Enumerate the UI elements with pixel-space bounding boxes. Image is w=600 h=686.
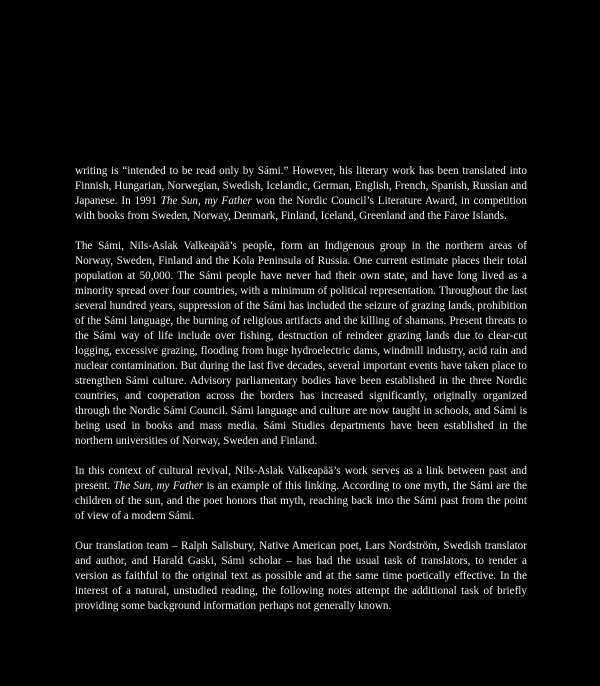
- body-text: [75, 164, 527, 614]
- book-title: The Sun, my Father: [113, 480, 204, 492]
- paragraph-translation-team: [75, 539, 527, 614]
- text-span: writing is “intended to be read only by Sámi.” However, his literary work has been translated into Finnish, Hungarian, Norwegian, Swedish, Icelandic, German, English, French, Spanish, Russian and Japanese. In 1991: [75, 165, 527, 207]
- text-span: Our translation team – Ralph Salisbury, Native American poet, Lars Nordström, Swedish translator and author, and Harald Gaski, Sámi scholar – has had the usual task of translators, to render a version as faithful to the original text as possible and at the same time poetically effective. In the interest of a natural, unstudied reading, the following notes attempt the additional task of briefly providing some background information perhaps not generally known.: [75, 540, 527, 612]
- text-span: won the Nordic Council’s Literature Award, in competition with books from Sweden, Norway, Denmark, Finland, Iceland, Greenland and the Faroe Islands.: [75, 195, 527, 222]
- paragraph-sami-people: [75, 239, 527, 449]
- text-span: In this context of cultural revival, Nils-Aslak Valkeapää’s work serves as a link between past and present.: [75, 465, 527, 492]
- paragraph-cultural-revival: [75, 464, 527, 524]
- book-title: The Sun, my Father: [160, 195, 252, 207]
- text-span: is an example of this linking. According to one myth, the Sámi are the children of the sun, and the poet honors that myth, reaching back into the Sámi past from the point of view of a modern Sámi.: [75, 480, 527, 522]
- paragraph-translations: [75, 164, 527, 224]
- text-span: The Sámi, Nils-Aslak Valkeapää’s people, form an Indigenous group in the northern areas of Norway, Sweden, Finland and the Kola Peninsula of Russia. One current estimate places their total population at 50,000. The Sámi people have never had their own state, and have long lived as a minority spread over four countries, with a minimum of political representation. Throughout the last several hundred years, suppression of the Sámi has included the seizure of grazing lands, prohibition of the Sámi language, the burning of religious artifacts and the killing of shamans. Present threats to the Sámi way of life include over fishing, destruction of reindeer grazing lands due to clear-cut logging, excessive grazing, flooding from huge hydroelectric dams, windmill industry, acid rain and nuclear contamination. But during the last five decades, several important events have taken place to strengthen Sámi culture. Advisory parliamentary bodies have been established in the three Nordic countries, and cooperation across the borders has increased significantly, originally organized through the Nordic Sámi Council. Sámi language and culture are now taught in schools, and Sámi is being used in books and mass media. Sámi Studies departments have been established in the northern universities of Norway, Sweden and Finland.: [75, 240, 527, 447]
